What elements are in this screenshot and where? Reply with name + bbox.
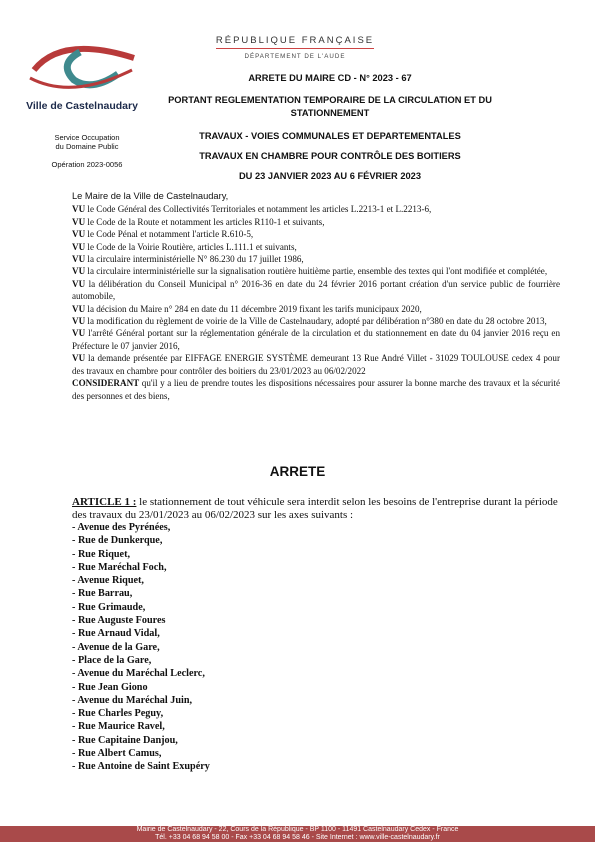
vu-text: le Code de la Route et notamment les articles R110-1 et suivants, <box>85 216 325 227</box>
vu-text: le Code de la Voirie Routière, articles L.111.1 et suivants, <box>85 241 297 252</box>
works-dates: DU 23 JANVIER 2023 AU 6 FÉVRIER 2023 <box>238 171 422 181</box>
street-item: - Rue Albert Camus, <box>72 748 162 760</box>
street-item: - Rue Barrau, <box>72 588 133 600</box>
article-1-title: ARTICLE 1 : <box>72 496 137 508</box>
vu-paragraph <box>72 228 560 240</box>
vu-paragraph <box>72 203 560 215</box>
vu-list <box>72 203 560 377</box>
vu-text: le Code Pénal et notamment l'article R.610-5, <box>85 229 254 240</box>
city-logo <box>22 30 142 100</box>
street-item: - Rue Capitaine Danjou, <box>72 734 178 746</box>
page-footer <box>0 826 595 842</box>
vu-word: VU <box>72 278 86 289</box>
street-item: - Place de la Gare, <box>72 654 152 666</box>
street-item: - Rue Charles Peguy, <box>72 708 164 720</box>
street-item: - Avenue du Maréchal Juin, <box>72 694 193 706</box>
street-item: - Avenue du Maréchal Leclerc, <box>72 668 205 680</box>
street-item: - Rue Maurice Ravel, <box>72 721 165 733</box>
city-name: Ville de Castelnaudary <box>26 100 138 112</box>
service-line-1: Service Occupation <box>54 133 120 142</box>
vu-word: VU <box>72 266 86 277</box>
vu-text: le Code Général des Collectivités Territoriales et notamment les articles L.2213-1 et L.2213-6, <box>85 204 432 215</box>
vu-word: VU <box>72 229 86 240</box>
service-label <box>22 133 152 151</box>
street-item: - Avenue de la Gare, <box>72 641 160 653</box>
footer-address: Mairie de Castelnaudary - 22, Cours de la République - BP 1100 - 11491 Castelnaudary Cedex - France <box>136 826 459 833</box>
decree-subject-line-1: PORTANT REGLEMENTATION TEMPORAIRE DE LA CIRCULATION ET DU <box>168 95 492 105</box>
vu-paragraph <box>72 352 560 377</box>
decree-subject-line-2: STATIONNEMENT <box>290 108 370 118</box>
vu-word: VU <box>72 316 86 327</box>
vu-word: VU <box>72 353 86 364</box>
street-item: - Avenue des Pyrénées, <box>72 522 171 533</box>
vu-text: la décision du Maire n° 284 en date du 11 décembre 2019 fixant les tarifs municipaux 2020, <box>85 303 422 314</box>
footer-contact: Tél. +33 04 68 94 58 00 - Fax +33 04 68 94 58 46 - Site Internet : www.ville-castelnaudary.fr <box>155 834 440 841</box>
article-1 <box>72 496 560 522</box>
works-description: TRAVAUX EN CHAMBRE POUR CONTRÔLE DES BOITIERS <box>199 151 461 161</box>
vu-text: la demande présentée par EIFFAGE ENERGIE SYSTÈME demeurant 13 Rue André Villet - 31029 TOULOUSE cedex 4 pour des travaux en chambre pour contrôler des boitiers du 23/01/2023 au 06/02/2022 <box>72 353 560 376</box>
article-1-text: le stationnement de tout véhicule sera interdit selon les besoins de l'entreprise durant la période des travaux du 23/01/2023 au 06/02/2023 sur les axes suivants : <box>72 496 558 521</box>
vu-text: la circulaire interministérielle sur la signalisation routière huitième partie, ensemble des textes qui l'ont modifiée et complétée, <box>85 266 548 277</box>
vu-word: VU <box>72 254 86 265</box>
vu-word: VU <box>72 216 86 227</box>
street-list <box>72 521 372 774</box>
street-item: - Rue Maréchal Foch, <box>72 561 167 573</box>
vu-word: VU <box>72 204 86 215</box>
vu-paragraph <box>72 278 560 303</box>
department-heading: DÉPARTEMENT DE L'AUDE <box>244 53 346 60</box>
vu-paragraph <box>72 315 560 327</box>
vu-word: VU <box>72 303 86 314</box>
street-item: - Rue de Dunkerque, <box>72 535 163 547</box>
works-type: TRAVAUX - VOIES COMMUNALES ET DEPARTEMENTALES <box>199 131 461 141</box>
considerant-paragraph <box>72 377 560 402</box>
street-item: - Rue Auguste Foures <box>72 615 166 627</box>
street-item: - Rue Riquet, <box>72 548 131 560</box>
considerant-word: CONSIDERANT <box>72 378 140 389</box>
arrete-heading: ARRETE <box>269 464 326 479</box>
vu-word: VU <box>72 328 86 339</box>
street-item: - Avenue Riquet, <box>72 575 144 587</box>
service-line-2: du Domaine Public <box>55 142 119 151</box>
street-item: - Rue Grimaude, <box>72 601 146 613</box>
vu-text: la modification du règlement de voirie de la Ville de Castelnaudary, adopté par délibération n°380 en date du 28 octobre 2013, <box>85 316 547 327</box>
vu-text: l'arrêté Général portant sur la réglementation générale de la circulation et du stationnement en date du 04 janvier 2016 reçu en Préfecture le 07 janvier 2016, <box>72 328 560 351</box>
republic-divider <box>216 48 374 49</box>
operation-number: Opération 2023-0056 <box>51 160 123 169</box>
vu-paragraph <box>72 216 560 228</box>
vu-paragraph <box>72 303 560 315</box>
logo-red-arc <box>34 49 134 70</box>
decree-number: ARRETE DU MAIRE CD - N° 2023 - 67 <box>248 73 412 83</box>
street-item: - Rue Jean Giono <box>72 681 148 693</box>
vu-word: VU <box>72 241 86 252</box>
street-item: - Rue Antoine de Saint Exupéry <box>72 761 210 773</box>
vu-paragraph <box>72 241 560 253</box>
republic-heading: RÉPUBLIQUE FRANÇAISE <box>215 35 375 46</box>
vu-text: la délibération du Conseil Municipal n° 2016-36 en date du 24 février 2016 portant création d'un service public de fourrière automobile, <box>72 278 560 302</box>
considerant-text: qu'il y a lieu de prendre toutes les dispositions nécessaires pour assurer la bonne marche des travaux et la sécurité des personnes et des biens, <box>72 378 560 401</box>
vu-paragraph <box>72 253 560 265</box>
street-item: - Rue Arnaud Vidal, <box>72 628 160 640</box>
decree-preamble <box>72 190 560 402</box>
vu-paragraph <box>72 265 560 277</box>
vu-text: la circulaire interministérielle N° 86.230 du 17 juillet 1986, <box>85 254 304 265</box>
vu-paragraph <box>72 327 560 352</box>
preamble-intro: Le Maire de la Ville de Castelnaudary, <box>72 191 229 201</box>
